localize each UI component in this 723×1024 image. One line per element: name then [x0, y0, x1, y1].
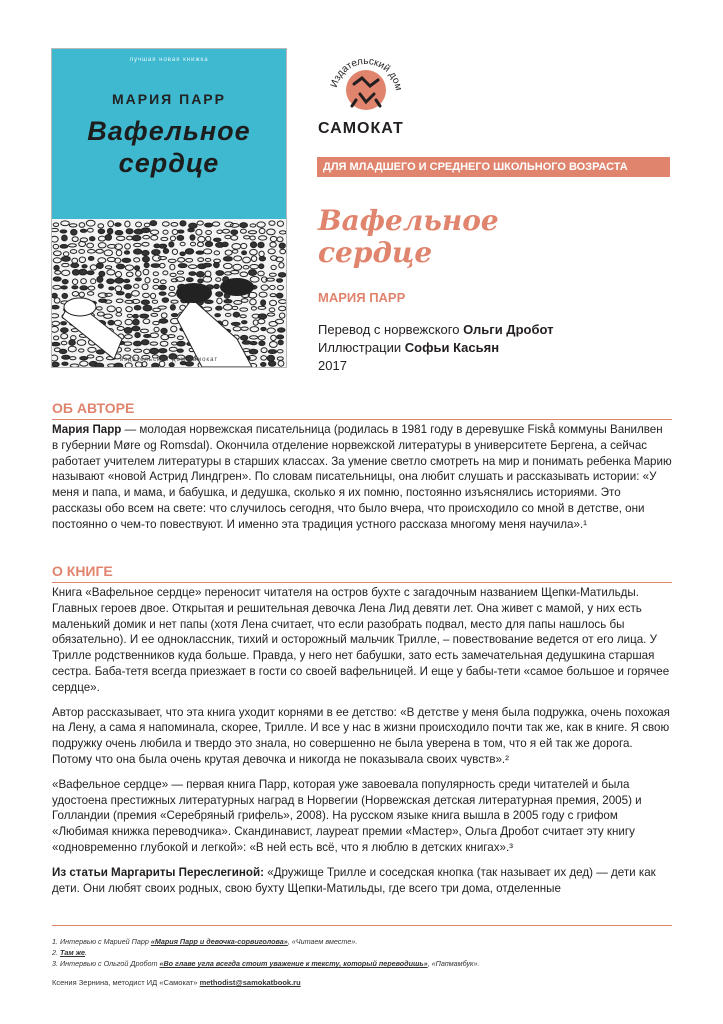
about-book-p3: «Вафельное сердце» — первая книга Парр, которая уже завоевала популярность среди читателей и была удостоена престижных литературных наград в Норвегии (Норвежская детская литературная премия, 2005) и Голландии (премия «Серебряный грифель», 2008). На русском языке книга вышла в 2005 году с грифом «Любимая книжка переводчика». Скандинавист, лауреат премии «Мастер», Ольга Дробот считает эту книгу «одновременно глубокой и легкой»: «В ней есть всё, что я люблю в детских книгах».³: [52, 777, 642, 854]
footnote-3-prefix: 3. Интервью с Ольгой Дробот: [52, 959, 160, 968]
footnote-2-link[interactable]: Там же: [60, 948, 85, 957]
illustrator: Софьи Касьян: [404, 340, 500, 355]
footer-email-link[interactable]: methodist@samokatbook.ru: [199, 978, 301, 987]
book-credits: [318, 321, 553, 375]
about-book-p2: Автор рассказывает, что эта книга уходит корнями в ее детство: «В детстве у меня была подружка, очень похожая на Лену, а сама я напоминала, скорее, Трилле. И все у нас в жизни происходило почти так же, как в книге. Я свою подружку очень любила и твердо это знала, но совершенно не была уверена в том, что я ей так же дорога. Потому что она была очень крутая девочка и никогда не показывала своих чувств».²: [52, 705, 670, 766]
age-band: ДЛЯ МЛАДШЕГО И СРЕДНЕГО ШКОЛЬНОГО ВОЗРАСТА: [317, 157, 670, 177]
cover-title: [52, 115, 286, 179]
book-title-line1: Вафельное: [318, 204, 499, 237]
footnote-1-link[interactable]: «Мария Парр и девочка-сорвиголова»: [150, 937, 288, 946]
about-book-p1: Книга «Вафельное сердце» переносит читателя на остров бухте с загадочным названием Щепки-Матильды. Главных героев двое. Открытая и решительная девочка Лена Лид девяти лет. Она живет с мамой, у них есть маленький домик и нет папы (хотя Лена считает, что если разобрать подвал, место для папы нашлось бы обязательно). И ее одноклассник, тихий и осторожный мальчик Трилле, – повествование ведется от его лица. У Трилле родственников куда больше. Правда, у него нет бабушки, зато есть замечательная дедушкина старшая сестра. Баба-тетя всегда приезжает в гости со своей вафельницей. И еще у бабы-тети «самое большое и горячее сердце».: [52, 586, 670, 694]
logo-brand: САМОКАТ: [318, 120, 404, 137]
quote-text: «Дружище Трилле и соседская кнопка (так называет их дед) — дети как дети. Они любят своих родных, свою бухту Щепки-Матильды, где всего три дома, отделенные: [52, 865, 656, 895]
about-author-body: — молодая норвежская писательница (родилась в 1981 году в деревушке Fiskå коммуны Ванилвен в губернии Møre og Romsdal). Окончила отделение норвежской литературы в университете Бергена, а сейчас работает учителем литературы в старших классах. За умение светло смотреть на мир и понимать ребенка Марию называют «новой Астрид Линдгрен». По словам писательницы, она любит слушать и рассказывать истории: «У меня и папа, и мама, и бабушка, и дедушка, сколько я их помню, постоянно изъяснялись историями. Это рассказы обо всем на свете: что случилось сегодня, что было вчера, что происходило со мной в детстве, они постоянно о чем-то повествуют. И именно эта традиция устного рассказа многому меня научила».¹: [52, 423, 672, 531]
illustrations-line: [318, 339, 553, 357]
footnote-1-suffix: , «Читаем вместе».: [287, 937, 358, 946]
cover-author: МАРИЯ ПАРР: [112, 91, 226, 107]
publication-year: 2017: [318, 358, 347, 373]
logo-arc-text: Издательский дом: [328, 55, 404, 92]
cover-title-line2: сердце: [118, 148, 220, 178]
translator: Ольги Дробот: [463, 322, 554, 337]
footnote-3-suffix: , «Папмамбук».: [427, 959, 480, 968]
about-book-text: [52, 585, 672, 905]
footnote-1-prefix: 1. Интервью с Марией Парр: [52, 937, 151, 946]
about-book-p4: [52, 865, 672, 897]
section-divider: [52, 419, 672, 420]
book-author: МАРИЯ ПАРР: [318, 290, 406, 305]
book-title: [318, 205, 499, 269]
pebble-beach-illustration: [52, 219, 286, 367]
footnote-divider: [52, 925, 672, 926]
footnote-2-suffix: .: [85, 948, 87, 957]
footer-prefix: Ксения Зернина, методист ИД «Самокат»: [52, 978, 200, 987]
cover-bottom-band: издательский дом самокат: [119, 357, 219, 363]
book-cover: [52, 49, 286, 367]
samokat-logo: [318, 44, 414, 140]
translation-prefix: Перевод с норвежского: [318, 322, 464, 337]
footnote-2-prefix: 2.: [52, 948, 60, 957]
footnote-1: [52, 936, 672, 947]
about-author-text: [52, 422, 672, 542]
cover-top-band: лучшая новая книжка: [129, 57, 209, 63]
footnote-3-link[interactable]: «Во главе угла всегда стоит уважение к тексту, который переводишь»: [159, 959, 428, 968]
author-name: Мария Парр: [52, 423, 122, 436]
footnotes: [52, 936, 672, 969]
book-title-line2: сердце: [318, 236, 433, 269]
footnote-2: [52, 947, 672, 958]
section-divider: [52, 582, 672, 583]
about-author-heading: ОБ АВТОРЕ: [52, 400, 135, 416]
cover-title-line1: Вафельное: [87, 116, 251, 146]
footnote-3: [52, 958, 672, 969]
about-book-heading: О КНИГЕ: [52, 563, 113, 579]
translation-line: [318, 321, 553, 339]
page-footer: [52, 978, 301, 987]
quote-source: Из статьи Маргариты Переслегиной:: [52, 865, 264, 879]
illustrations-prefix: Иллюстрации: [318, 340, 405, 355]
